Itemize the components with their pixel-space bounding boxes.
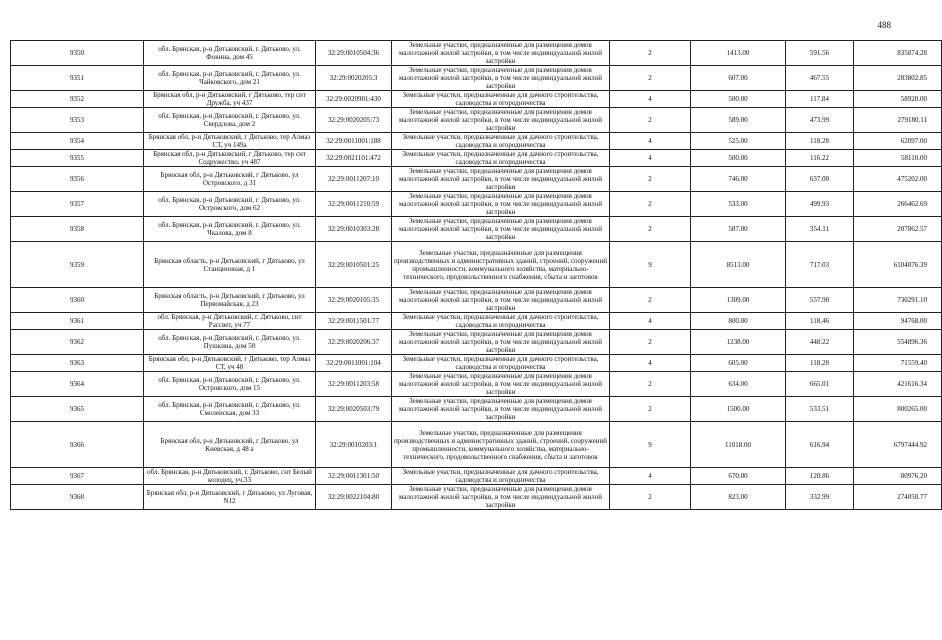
land-category-cell: Земельные участки, предназначенные для дачного строительства, садоводства и огородничества: [392, 355, 610, 372]
cadastral-value-cell: 94768.00: [854, 313, 942, 330]
group-cell: 4: [610, 150, 691, 167]
cadastral-value-cell: 274050.77: [854, 485, 942, 510]
area-cell: 8513.00: [691, 242, 786, 288]
row-number: 9365: [11, 397, 144, 422]
rate-cell: 118.28: [786, 355, 854, 372]
cadastral-value-cell: 421616.34: [854, 372, 942, 397]
row-number: 9359: [11, 242, 144, 288]
cadastral-value-cell: 730291.10: [854, 288, 942, 313]
land-category-cell: Земельные участки, предназначенные для размещения домов малоэтажной жилой застройки, в том числе индивидуальной жилой застройки: [392, 41, 610, 66]
group-cell: 2: [610, 330, 691, 355]
cadastral-value-cell: 475202.00: [854, 167, 942, 192]
area-cell: 525.00: [691, 133, 786, 150]
table-row: [11, 485, 942, 510]
cadastral-number-cell: 32:29:0011207:10: [316, 167, 392, 192]
row-number: 9366: [11, 422, 144, 468]
cadastral-number-cell: 32:29:0011203:58: [316, 372, 392, 397]
land-category-cell: Земельные участки, предназначенные для размещения домов малоэтажной жилой застройки, в том числе индивидуальной жилой застройки: [392, 485, 610, 510]
address-cell: Брянская область, р-н Дятьковский, г Дятьково, ул Станционная, д 1: [144, 242, 316, 288]
area-cell: 1500.00: [691, 397, 786, 422]
table-row: [11, 397, 942, 422]
land-category-cell: Земельные участки, предназначенные для дачного строительства, садоводства и огородничества: [392, 150, 610, 167]
address-cell: обл. Брянская, р-н Дятьковский, г. Дятьково, ул. Фокина, дом 45: [144, 41, 316, 66]
row-number: 9363: [11, 355, 144, 372]
group-cell: 2: [610, 288, 691, 313]
rate-cell: 118.46: [786, 313, 854, 330]
area-cell: 607.00: [691, 66, 786, 91]
land-category-cell: Земельные участки, предназначенные для дачного строительства, садоводства и огородничества: [392, 91, 610, 108]
address-cell: Брянская обл, р-н Дятьковский, г Дятьково, ул Киевская, д 48 а: [144, 422, 316, 468]
area-cell: 1238.00: [691, 330, 786, 355]
row-number: 9358: [11, 217, 144, 242]
address-cell: обл. Брянская, р-н Дятьковский, г. Дятьково, снт Рассвет, уч 77: [144, 313, 316, 330]
cadastral-value-cell: 266462.69: [854, 192, 942, 217]
row-number: 9364: [11, 372, 144, 397]
cadastral-number-cell: 32:29:0020205:3: [316, 66, 392, 91]
land-category-cell: Земельные участки, предназначенные для размещения домов малоэтажной жилой застройки, в том числе индивидуальной жилой застройки: [392, 288, 610, 313]
group-cell: 2: [610, 108, 691, 133]
table-row: [11, 133, 942, 150]
rate-cell: 467.55: [786, 66, 854, 91]
row-number: 9353: [11, 108, 144, 133]
rate-cell: 354.11: [786, 217, 854, 242]
rate-cell: 665.01: [786, 372, 854, 397]
cadastral-number-cell: 32:29:0022104:80: [316, 485, 392, 510]
address-cell: обл. Брянская, р-н Дятьковский, г. Дятьково, ул. Свердлова, дом 2: [144, 108, 316, 133]
area-cell: 500.00: [691, 91, 786, 108]
address-cell: Брянская обл, р-н Дятьковский, г Дятьково, тер снт Содружество, уч 487: [144, 150, 316, 167]
row-number: 9354: [11, 133, 144, 150]
land-category-cell: Земельные участки, предназначенные для размещения производственных и административных зданий, строений, сооружений промышленности, коммунального хозяйства, материально-технического, продовольственного снабжения, сбыта и заготовок: [392, 242, 610, 288]
cadastral-value-cell: 71559.40: [854, 355, 942, 372]
cadastral-number-cell: 32:29:0020205:73: [316, 108, 392, 133]
land-category-cell: Земельные участки, предназначенные для размещения домов малоэтажной жилой застройки, в том числе индивидуальной жилой застройки: [392, 330, 610, 355]
land-category-cell: Земельные участки, предназначенные для размещения домов малоэтажной жилой застройки, в том числе индивидуальной жилой застройки: [392, 108, 610, 133]
rate-cell: 118.28: [786, 133, 854, 150]
address-cell: обл. Брянская, р-н Дятьковский, г. Дятьково, ул. Островского, дом 62: [144, 192, 316, 217]
rate-cell: 717.03: [786, 242, 854, 288]
land-category-cell: Земельные участки, предназначенные для размещения домов малоэтажной жилой застройки, в том числе индивидуальной жилой застройки: [392, 372, 610, 397]
land-category-cell: Земельные участки, предназначенные для размещения домов малоэтажной жилой застройки, в том числе индивидуальной жилой застройки: [392, 192, 610, 217]
group-cell: 4: [610, 313, 691, 330]
group-cell: 2: [610, 217, 691, 242]
cadastral-number-cell: 32:29:0011501:77: [316, 313, 392, 330]
table-row: [11, 217, 942, 242]
area-cell: 746.00: [691, 167, 786, 192]
land-category-cell: Земельные участки, предназначенные для размещения домов малоэтажной жилой застройки, в том числе индивидуальной жилой застройки: [392, 167, 610, 192]
table-row: [11, 150, 942, 167]
group-cell: 2: [610, 372, 691, 397]
row-number: 9356: [11, 167, 144, 192]
cadastral-value-cell: 80976.20: [854, 468, 942, 485]
rate-cell: 637.00: [786, 167, 854, 192]
address-cell: обл. Брянская, р-н Дятьковский, г. Дятьково, снт Белый колодец, уч.33: [144, 468, 316, 485]
cadastral-number-cell: 32:29:0020503:79: [316, 397, 392, 422]
row-number: 9362: [11, 330, 144, 355]
address-cell: Брянская обл, р-н Дятьковский, г Дятьково, ул Луговая, N12: [144, 485, 316, 510]
group-cell: 4: [610, 91, 691, 108]
address-cell: обл. Брянская, р-н Дятьковский, г. Дятьково, ул. Чкалова, дом 8: [144, 217, 316, 242]
table-row: [11, 91, 942, 108]
area-cell: 11018.00: [691, 422, 786, 468]
area-cell: 1309.00: [691, 288, 786, 313]
row-number: 9367: [11, 468, 144, 485]
address-cell: Брянская обл, р-н Дятьковский, г Дятьково, тер Алмаз СТ, уч 48: [144, 355, 316, 372]
cadastral-value-cell: 58110.00: [854, 150, 942, 167]
cadastral-number-cell: 32:29:0010501:25: [316, 242, 392, 288]
rate-cell: 616.94: [786, 422, 854, 468]
rate-cell: 117.84: [786, 91, 854, 108]
cadastral-number-cell: 32:29:0011001:188: [316, 133, 392, 150]
address-cell: обл. Брянская, р-н Дятьковский, г. Дятьково, ул. Чайковского, дом 21: [144, 66, 316, 91]
row-number: 9360: [11, 288, 144, 313]
row-number: 9357: [11, 192, 144, 217]
group-cell: 2: [610, 397, 691, 422]
cadastral-number-cell: 32:29:0011001:104: [316, 355, 392, 372]
cadastral-number-cell: 32:29:0010303:28: [316, 217, 392, 242]
address-cell: обл. Брянская, р-н Дятьковский, г. Дятьково, ул. Пушкина, дом 50: [144, 330, 316, 355]
area-cell: 800.00: [691, 313, 786, 330]
area-cell: 634.00: [691, 372, 786, 397]
land-category-cell: Земельные участки, предназначенные для размещения производственных и административных зданий, строений, сооружений промышленности, коммунального хозяйства, материально-технического, продовольственного снабжения, сбыта и заготовок: [392, 422, 610, 468]
area-cell: 605.00: [691, 355, 786, 372]
table-row: [11, 192, 942, 217]
area-cell: 589.00: [691, 108, 786, 133]
rate-cell: 499.93: [786, 192, 854, 217]
table-row: [11, 108, 942, 133]
cadastral-number-cell: 32:29:0020901:430: [316, 91, 392, 108]
rate-cell: 591.56: [786, 41, 854, 66]
cadastral-value-cell: 62097.00: [854, 133, 942, 150]
table-row: [11, 372, 942, 397]
land-category-cell: Земельные участки, предназначенные для дачного строительства, садоводства и огородничества: [392, 313, 610, 330]
address-cell: Брянская обл, р-н Дятьковский, г Дятьково, ул Островского, д 31: [144, 167, 316, 192]
cadastral-value-cell: 835874.28: [854, 41, 942, 66]
rate-cell: 557.90: [786, 288, 854, 313]
area-cell: 670.00: [691, 468, 786, 485]
cadastral-number-cell: 32:29:0010203:1: [316, 422, 392, 468]
address-cell: обл. Брянская, р-н Дятьковский, г. Дятьково, ул. Смоленская, дом 33: [144, 397, 316, 422]
cadastral-value-cell: 554896.36: [854, 330, 942, 355]
table-row: [11, 66, 942, 91]
land-plots-table: [10, 40, 942, 510]
table-row: [11, 288, 942, 313]
group-cell: 4: [610, 355, 691, 372]
group-cell: 2: [610, 167, 691, 192]
page-number: 488: [877, 20, 891, 30]
cadastral-value-cell: 6797444.92: [854, 422, 942, 468]
land-category-cell: Земельные участки, предназначенные для дачного строительства, садоводства и огородничества: [392, 133, 610, 150]
group-cell: 2: [610, 192, 691, 217]
cadastral-number-cell: 32:29:0011301:50: [316, 468, 392, 485]
cadastral-value-cell: 6104076.39: [854, 242, 942, 288]
cadastral-value-cell: 58920.00: [854, 91, 942, 108]
table-row: [11, 242, 942, 288]
group-cell: 9: [610, 242, 691, 288]
rate-cell: 448.22: [786, 330, 854, 355]
group-cell: 4: [610, 133, 691, 150]
address-cell: Брянская область, р-н Дятьковский, г Дятьково, ул Первомайская, д 23: [144, 288, 316, 313]
land-category-cell: Земельные участки, предназначенные для размещения домов малоэтажной жилой застройки, в том числе индивидуальной жилой застройки: [392, 397, 610, 422]
group-cell: 2: [610, 41, 691, 66]
group-cell: 9: [610, 422, 691, 468]
table-row: [11, 313, 942, 330]
area-cell: 533.00: [691, 192, 786, 217]
rate-cell: 533.51: [786, 397, 854, 422]
area-cell: 1413.00: [691, 41, 786, 66]
land-category-cell: Земельные участки, предназначенные для дачного строительства, садоводства и огородничества: [392, 468, 610, 485]
row-number: 9352: [11, 91, 144, 108]
cadastral-number-cell: 32:29:0020105:35: [316, 288, 392, 313]
cadastral-number-cell: 32:29:0010504:36: [316, 41, 392, 66]
row-number: 9351: [11, 66, 144, 91]
address-cell: обл. Брянская, р-н Дятьковский, г. Дятьково, ул. Островского, дом 15: [144, 372, 316, 397]
row-number: 9368: [11, 485, 144, 510]
cadastral-value-cell: 207862.57: [854, 217, 942, 242]
cadastral-number-cell: 32:29:0021101:472: [316, 150, 392, 167]
table-row: [11, 167, 942, 192]
table-row: [11, 355, 942, 372]
group-cell: 2: [610, 66, 691, 91]
area-cell: 500.00: [691, 150, 786, 167]
land-category-cell: Земельные участки, предназначенные для размещения домов малоэтажной жилой застройки, в том числе индивидуальной жилой застройки: [392, 217, 610, 242]
rate-cell: 473.99: [786, 108, 854, 133]
address-cell: Брянская обл, р-н Дятьковский, г Дятьково, тер Алмаз СТ, уч 149а: [144, 133, 316, 150]
group-cell: 2: [610, 485, 691, 510]
rate-cell: 116.22: [786, 150, 854, 167]
cadastral-number-cell: 32:29:0011210:59: [316, 192, 392, 217]
table-row: [11, 330, 942, 355]
rate-cell: 120.86: [786, 468, 854, 485]
group-cell: 4: [610, 468, 691, 485]
row-number: 9355: [11, 150, 144, 167]
cadastral-value-cell: 800265.00: [854, 397, 942, 422]
table-row: [11, 422, 942, 468]
land-category-cell: Земельные участки, предназначенные для размещения домов малоэтажной жилой застройки, в том числе индивидуальной жилой застройки: [392, 66, 610, 91]
cadastral-value-cell: 283802.85: [854, 66, 942, 91]
row-number: 9350: [11, 41, 144, 66]
area-cell: 587.00: [691, 217, 786, 242]
cadastral-value-cell: 279180.11: [854, 108, 942, 133]
cadastral-number-cell: 32:29:0020206:37: [316, 330, 392, 355]
area-cell: 823.00: [691, 485, 786, 510]
rate-cell: 332.99: [786, 485, 854, 510]
table-row: [11, 41, 942, 66]
row-number: 9361: [11, 313, 144, 330]
table-row: [11, 468, 942, 485]
address-cell: Брянская обл, р-н Дятьковский, г Дятьково, тер снт Дружба, уч 437: [144, 91, 316, 108]
